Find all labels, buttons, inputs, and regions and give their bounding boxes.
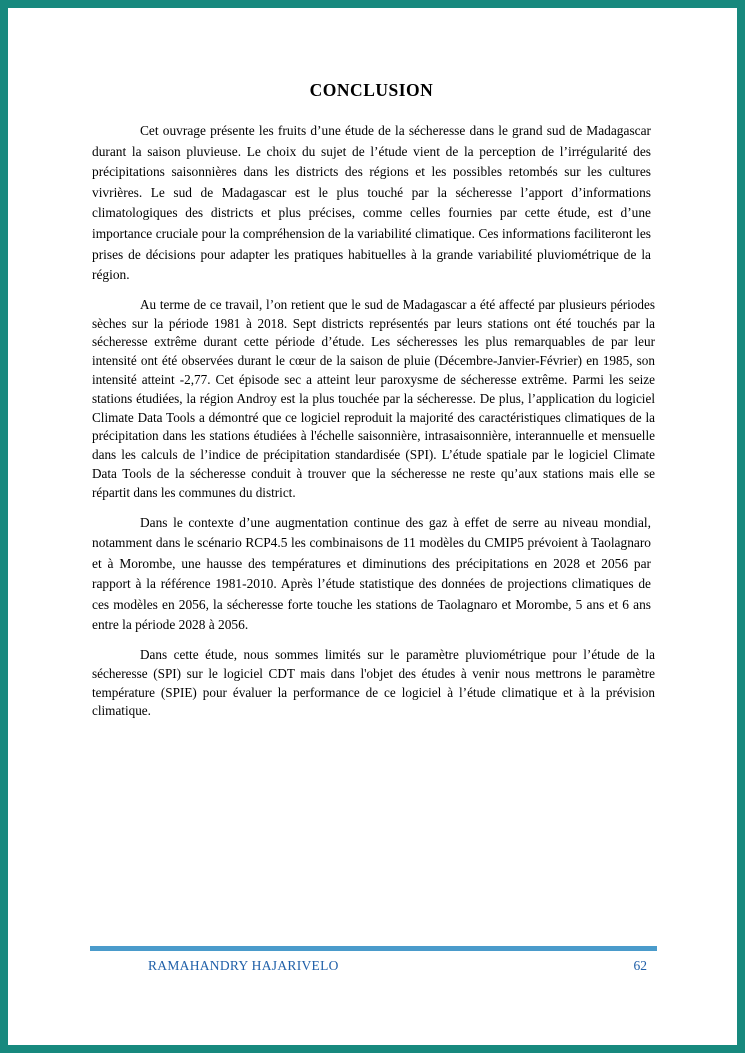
- page-title: CONCLUSION: [309, 80, 434, 100]
- paragraph-1: Cet ouvrage présente les fruits d’une étude de la sécheresse dans le grand sud de Madagascar durant la saison pluvieuse. Le choix du sujet de l’étude vient de la perception de l’irrégularité des précipitations saisonnières dans les districts des régions et les possibles retombés sur les cultures vivrières. Le sud de Madagascar est le plus touché par la sécheresse l’apport d’informations climatologiques des districts et plus précises, comme celles fournies par cette étude, est d’une importance cruciale pour la compréhension de la variabilité climatique. Ces informations faciliteront les prises de décisions pour adapter les pratiques habituelles à la grande variabilité pluviométrique de la région.: [92, 123, 651, 283]
- paragraph-3: Dans le contexte d’une augmentation continue des gaz à effet de serre au niveau mondial, notamment dans le scénario RCP4.5 les combinaisons de 11 modèles du CMIP5 prévoient à Taolagnaro et à Morombe, une hausse des températures et diminutions des précipitations en 2028 et 2056 par rapport à la référence 1981-2010. Après l’étude statistique des données de projections climatiques de ces modèles en 2056, la sécheresse forte touche les stations de Taolagnaro et Morombe, 5 ans et 6 ans entre la période 2028 à 2056.: [92, 514, 651, 633]
- footer-author: RAMAHANDRY HAJARIVELO: [148, 958, 339, 973]
- page-footer: [90, 946, 657, 974]
- paragraph-2: Au terme de ce travail, l’on retient que le sud de Madagascar a été affecté par plusieurs périodes sèches sur la période 1981 à 2018. Sept districts représentés par leurs stations ont été touchés par la sécheresse extrême durant cette période d’étude. Les sécheresses les plus remarquables de par leur intensité ont été observées durant le cœur de la saison de pluie (Décembre-Janvier-Février) en 1985, son intensité atteint -2,77. Cet épisode sec a atteint leur paroxysme de sécheresse extrême. Parmi les seize stations étudiées, la région Androy est la plus touchée par la sécheresse. De plus, l’application du logiciel Climate Data Tools a démontré que ce logiciel reproduit la majorité des caractéristiques climatiques de la précipitation dans les stations étudiées à l'échelle saisonnière, intrasaisonnière, interannuelle et mensuelle dans les calculs de l’indice de précipitation standardisée (SPI). L’étude spatiale par le logiciel Climate Data Tools de la sécheresse conduit à trouver que la sécheresse ne reste qu’aux stations mais elle se répartit dans les communes du district.: [92, 296, 655, 500]
- footer-row: [90, 958, 657, 974]
- paragraph-4: Dans cette étude, nous sommes limités sur le paramètre pluviométrique pour l’étude de la sécheresse (SPI) sur le logiciel CDT mais dans l'objet des études à venir nous mettrons le paramètre température (SPIE) pour évaluer la performance de ce logiciel à l’étude climatique et à la prévision climatique.: [92, 647, 655, 719]
- footer-page-number: 62: [633, 958, 647, 973]
- page-content: [8, 8, 737, 721]
- footer-rule: [90, 946, 657, 951]
